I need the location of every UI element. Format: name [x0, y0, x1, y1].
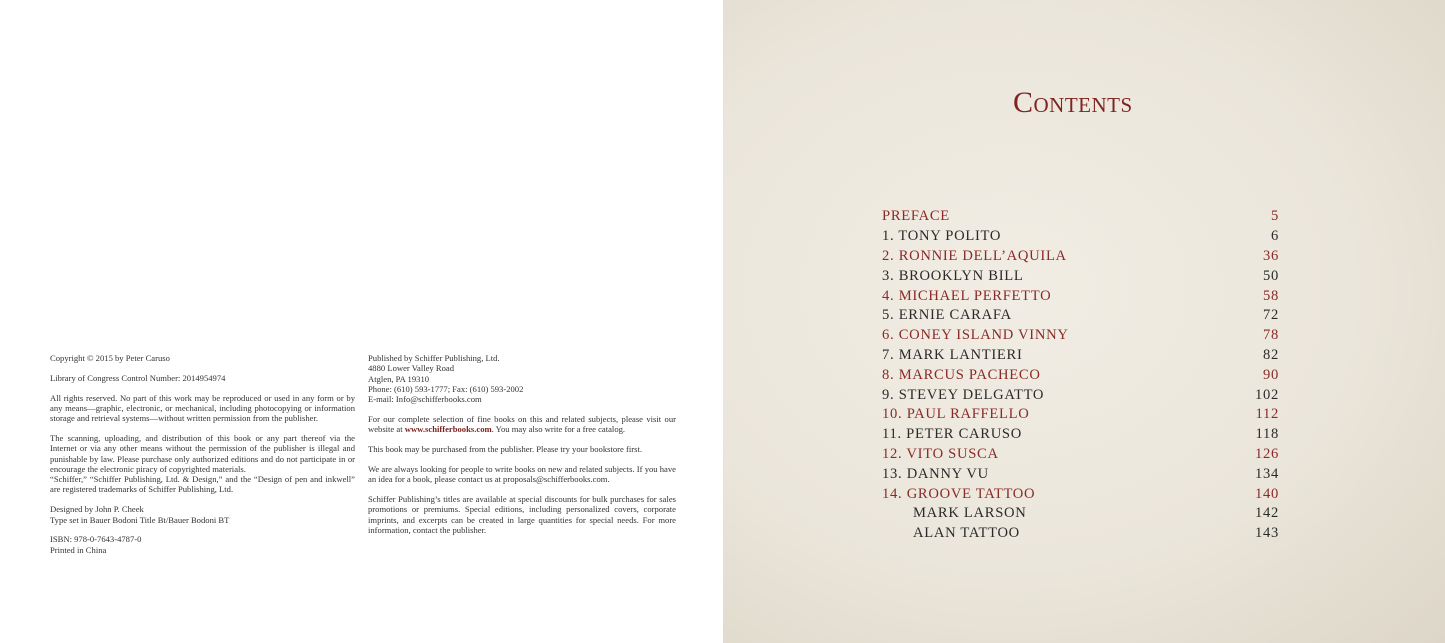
contents-entry[interactable]: [882, 306, 1279, 326]
bookstore-statement: This book may be purchased from the publisher. Please try your bookstore first.: [368, 444, 642, 455]
contents-list: [882, 207, 1279, 544]
authors-statement: We are always looking for people to write books on new and related subjects. If you have an idea for a book, please contact us at proposals@schifferbooks.com.: [368, 463, 676, 485]
contents-entry-page: 140: [1255, 485, 1279, 502]
contents-entry[interactable]: [882, 207, 1279, 227]
contents-entry-label: 2. RONNIE DELL’AQUILA: [882, 247, 1067, 264]
contents-entry-label: 13. DANNY VU: [882, 465, 989, 482]
contents-entry[interactable]: [882, 346, 1279, 366]
contents-entry[interactable]: [882, 484, 1279, 504]
contents-entry-page: 143: [1255, 525, 1279, 542]
trademark-statement: “Schiffer,” “Schiffer Publishing, Ltd. & Design,” and the “Design of pen and inkwell” are registered trademarks of Schiffer Publishing, Ltd.: [50, 474, 355, 495]
contents-entry-label: 6. CONEY ISLAND VINNY: [882, 327, 1069, 344]
discounts-statement: Schiffer Publishing’s titles are available at special discounts for bulk purchases for sales promotions or premiums. Special editions, including personalized covers, corporate imprints, and excerpts can be created in large quantities for special needs. For more information, contact the publisher.: [368, 493, 676, 535]
contents-entry-label: 4. MICHAEL PERFETTO: [882, 287, 1052, 304]
contents-entry-label: MARK LARSON: [913, 505, 1027, 522]
contents-entry[interactable]: [882, 445, 1279, 465]
contents-entry[interactable]: [882, 286, 1279, 306]
contents-entry-page: 142: [1255, 505, 1279, 522]
contents-entry[interactable]: [882, 247, 1279, 267]
contents-entry-page: 112: [1255, 406, 1279, 423]
designer-credit: Designed by John P. Cheek: [50, 504, 144, 515]
copyright-line: Copyright © 2015 by Peter Caruso: [50, 353, 170, 363]
contents-entry[interactable]: [882, 504, 1279, 524]
contents-entry-label: 12. VITO SUSCA: [882, 445, 999, 462]
contents-entry-page: 134: [1255, 465, 1279, 482]
contents-entry-page: 5: [1271, 208, 1279, 225]
catalog-text-pre: For our complete selection of fine books on this and related subjects, please visit our website at: [368, 413, 676, 435]
contents-page: [723, 0, 1445, 643]
publisher-email: E-mail: Info@schifferbooks.com: [368, 394, 482, 405]
contents-entry-page: 90: [1263, 366, 1279, 383]
isbn: ISBN: 978-0-7643-4787-0: [50, 534, 142, 545]
contents-entry-page: 58: [1263, 287, 1279, 304]
contents-entry[interactable]: [882, 385, 1279, 405]
typeset-credit: Type set in Bauer Bodoni Title Bt/Bauer Bodoni BT: [50, 514, 230, 525]
contents-entry-page: 78: [1263, 327, 1279, 344]
contents-entry-label: 11. PETER CARUSO: [882, 426, 1022, 443]
contents-title: Contents: [1013, 86, 1133, 119]
catalog-statement: [368, 414, 676, 435]
printed-in: Printed in China: [50, 544, 107, 555]
contents-entry-page: 126: [1255, 445, 1279, 462]
contents-entry-label: PREFACE: [882, 208, 950, 225]
contents-entry-page: 102: [1255, 386, 1279, 403]
publisher-city: Atglen, PA 19310: [368, 373, 430, 384]
contents-entry[interactable]: [882, 326, 1279, 346]
loc-number: Library of Congress Control Number: 2014954974: [50, 372, 226, 383]
publisher-name: Published by Schiffer Publishing, Ltd.: [368, 353, 500, 363]
contents-entry[interactable]: [882, 464, 1279, 484]
contents-entry[interactable]: [882, 405, 1279, 425]
contents-entry-page: 6: [1271, 228, 1279, 245]
contents-entry-label: 1. TONY POLITO: [882, 228, 1002, 245]
catalog-text-post: . You may also write for a free catalog.: [491, 424, 626, 435]
contents-entry-label: 8. MARCUS PACHECO: [882, 366, 1041, 383]
publisher-column-right: [368, 353, 676, 545]
contents-entry-label: 3. BROOKLYN BILL: [882, 267, 1024, 284]
contents-entry-page: 82: [1263, 346, 1279, 363]
contents-entry[interactable]: [882, 266, 1279, 286]
contents-entry[interactable]: [882, 365, 1279, 385]
contents-entry-page: 50: [1263, 267, 1279, 284]
website-link[interactable]: www.schifferbooks.com: [404, 424, 492, 435]
contents-entry-page: 118: [1255, 426, 1279, 443]
contents-entry-label: 14. GROOVE TATTOO: [882, 485, 1036, 502]
contents-entry-label: 7. MARK LANTIERI: [882, 346, 1023, 363]
contents-entry[interactable]: [882, 524, 1279, 544]
contents-entry-label: 5. ERNIE CARAFA: [882, 307, 1012, 324]
contents-entry[interactable]: [882, 425, 1279, 445]
contents-entry-page: 36: [1263, 247, 1279, 264]
contents-entry-label: ALAN TATTOO: [913, 525, 1020, 542]
copyright-column-left: [50, 353, 355, 564]
contents-entry[interactable]: [882, 227, 1279, 247]
publisher-phone: Phone: (610) 593-1777; Fax: (610) 593-2002: [368, 383, 524, 394]
rights-statement: All rights reserved. No part of this work may be reproduced or used in any form or by any means—graphic, electronic, or mechanical, including photocopying or information storage and retrieval systems—without written permission from the publisher.: [50, 392, 355, 424]
publisher-street: 4880 Lower Valley Road: [368, 363, 454, 374]
contents-entry-page: 72: [1263, 307, 1279, 324]
piracy-statement: The scanning, uploading, and distribution of this book or any part thereof via the Internet or via any other means without the permission of the publisher is illegal and punishable by law. Please purchase only authorized editions and do not participate in or encourage the electronic piracy of copyrighted materials.: [50, 432, 355, 474]
contents-entry-label: 9. STEVEY DELGATTO: [882, 386, 1045, 403]
contents-entry-label: 10. PAUL RAFFELLO: [882, 406, 1030, 423]
